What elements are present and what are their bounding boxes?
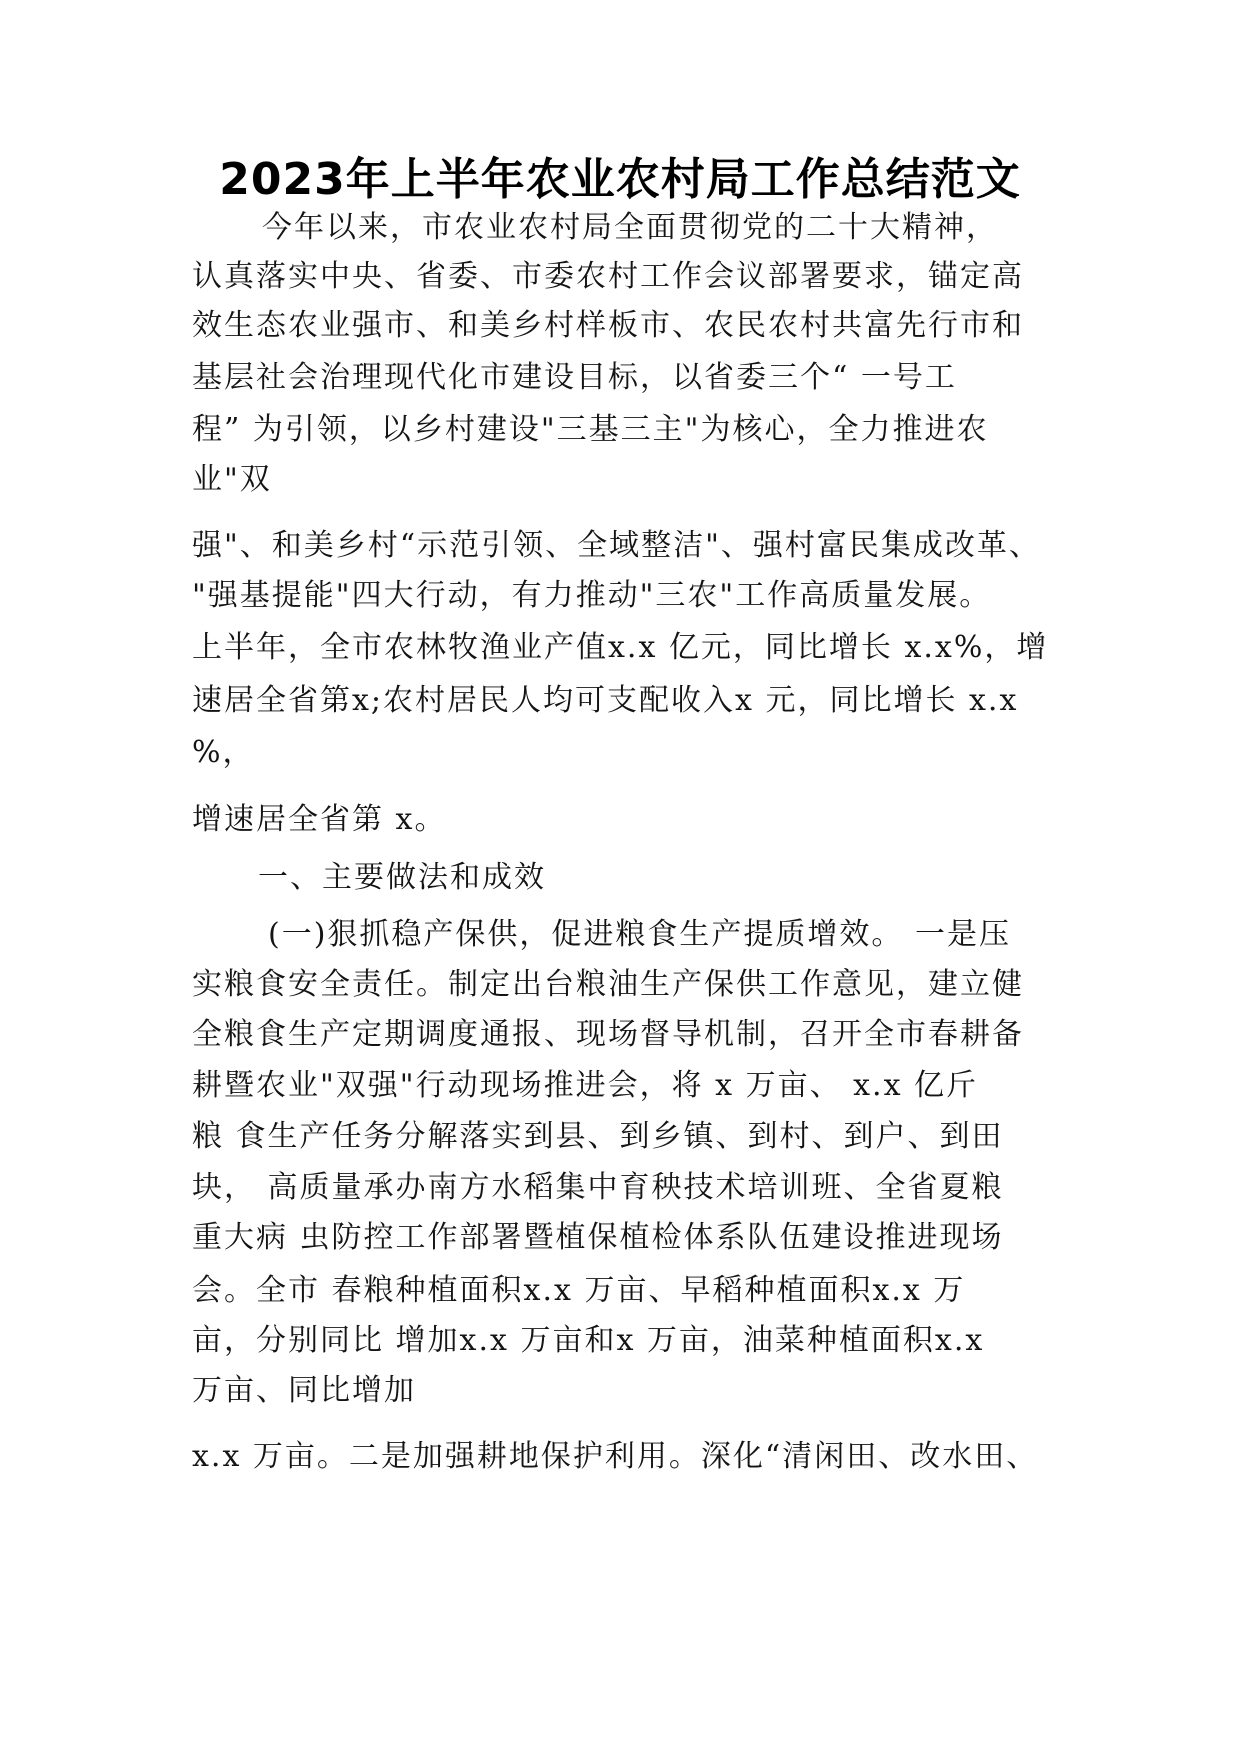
section-heading: 一、主要做法和成效 xyxy=(258,860,546,895)
paragraph-line: 速居全省第x;农村居民人均可支配收入x 元，同比增长 x.x xyxy=(192,683,1019,718)
paragraph-line: 基层社会治理现代化市建设目标，以省委三个“ 一号工 xyxy=(192,360,957,395)
paragraph-line: 增速居全省第 x。 xyxy=(192,802,447,837)
paragraph-line: 重大病 虫防控工作部署暨植保植检体系队伍建设推进现场 xyxy=(192,1220,1004,1255)
paragraph-line: (一)狠抓稳产保供，促进粮食生产提质增效。 一是压 xyxy=(268,917,1011,952)
paragraph-line: 会。全市 春粮种植面积x.x 万亩、早稻种植面积x.x 万 xyxy=(192,1273,966,1308)
paragraph-line: 耕暨农业"双强"行动现场推进会，将 x 万亩、 x.x 亿斤 xyxy=(192,1068,979,1103)
paragraph-line: x.x 万亩。二是加强耕地保护利用。深化“清闲田、改水田、 xyxy=(192,1439,1039,1474)
paragraph-line: 亩，分别同比 增加x.x 万亩和x 万亩，油菜种植面积x.x xyxy=(192,1323,985,1358)
paragraph-line: 业"双 xyxy=(192,462,272,497)
paragraph-line: %， xyxy=(192,735,255,770)
document-title: 2023年上半年农业农村局工作总结范文 xyxy=(219,154,1021,205)
paragraph-line: 认真落实中央、省委、市委农村工作会议部署要求，锚定高 xyxy=(192,259,1024,294)
paragraph-line: 强"、和美乡村“示范引领、全域整洁"、强村富民集成改革、 xyxy=(192,528,1041,563)
paragraph-line: 全粮食生产定期调度通报、现场督导机制，召开全市春耕备 xyxy=(192,1017,1024,1052)
paragraph-line: 效生态农业强市、和美乡村样板市、农民农村共富先行市和 xyxy=(192,308,1024,343)
paragraph-line: 上半年，全市农林牧渔业产值x.x 亿元，同比增长 x.x%，增 xyxy=(192,630,1049,665)
paragraph-line: 实粮食安全责任。制定出台粮油生产保供工作意见，建立健 xyxy=(192,967,1024,1002)
paragraph-line: 粮 食生产任务分解落实到县、到乡镇、到村、到户、到田 xyxy=(192,1119,1004,1154)
paragraph-line: 块， 高质量承办南方水稻集中育秧技术培训班、全省夏粮 xyxy=(192,1170,1004,1205)
paragraph-line: 程” 为引领，以乡村建设"三基三主"为核心，全力推进农 xyxy=(192,412,989,447)
paragraph-line: 万亩、同比增加 xyxy=(192,1373,416,1408)
paragraph-line: 今年以来，市农业农村局全面贯彻党的二十大精神， xyxy=(262,210,998,245)
paragraph-line: "强基提能"四大行动，有力推动"三农"工作高质量发展。 xyxy=(192,578,992,613)
